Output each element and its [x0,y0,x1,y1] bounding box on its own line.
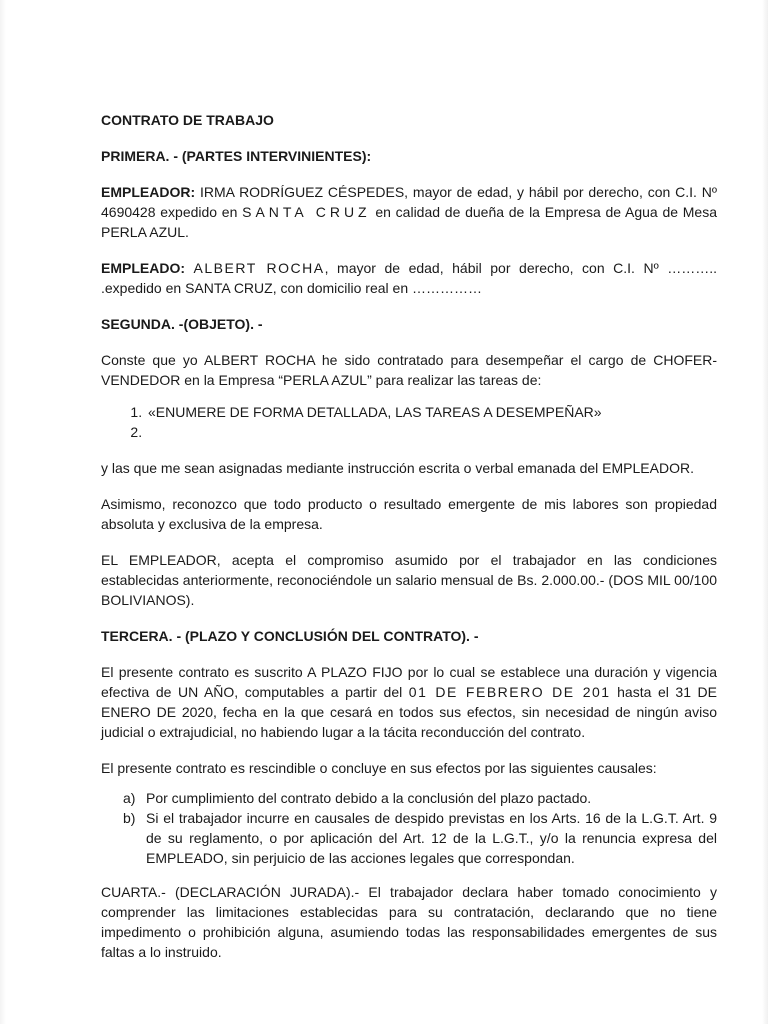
empleado-paragraph [101,258,717,298]
empleado-text-1 [185,260,194,276]
causal-item [123,808,717,868]
empleado-text-2: , mayor de edad, hábil por derecho, con C.I. Nº ……….. .expedido en SANTA CRUZ, con domicilio real en …………… [101,260,718,296]
empleador-text-2: en calidad de dueña de la Empresa de Agua de Mesa PERLA AZUL. [101,204,717,240]
empleador-paragraph [101,182,717,242]
tercera-paragraph-1 [101,662,717,742]
segunda-paragraph-3: EL EMPLEADOR, acepta el compromiso asumido por el trabajador en las condiciones establecidas anteriormente, reconociéndole un salario mensual de Bs. 2.000.00.- (DOS MIL 00/100 BOLIVIANOS). [101,552,717,608]
cuarta-paragraph: CUARTA.- (DECLARACIÓN JURADA).- El trabajador declara haber tomado conocimiento y comprender las limitaciones establecidas para su contratación, declarando que no tiene impedimento o prohibición alguna, asumiendo todas las responsabilidades emergentes de sus faltas a lo instruido. [101,884,717,960]
tasks-list [101,402,717,442]
causal-text: Por cumplimiento del contrato debido a la conclusión del plazo pactado. [146,790,592,806]
causales-list [101,788,717,868]
task-item [146,422,717,442]
segunda-intro: Conste que yo ALBERT ROCHA he sido contratado para desempeñar el cargo de CHOFER-VENDEDOR en la Empresa “PERLA AZUL” para realizar las tareas de: [101,352,717,388]
empleador-city: SANTA CRUZ [242,204,371,220]
start-date: 01 DE FEBRERO DE 201 [408,684,611,700]
segunda-paragraph-1: y las que me sean asignadas mediante instrucción escrita o verbal emanada del EMPLEADOR. [101,460,694,476]
empleado-name: ALBERT ROCHA [193,260,325,276]
tercera-text-1b: hasta el 31 DE ENERO DE 2020, fecha en la que cesará en todos sus efectos, sin necesidad de ningún aviso judicial o extrajudicial, no habiendo lugar a la tácita reconducción del contrato. [101,684,717,740]
causal-text: Si el trabajador incurre en causales de despido previstas en los Arts. 16 de la L.G.T. Art. 9 de su reglamento, o por aplicación del Art. 12 de la L.G.T., y/o la renuncia expresa del EMPLEADO, sin perjuicio de las acciones legales que correspondan. [146,810,717,866]
segunda-paragraph-2: Asimismo, reconozco que todo producto o resultado emergente de mis labores son propiedad absoluta y exclusiva de la empresa. [101,496,717,532]
causal-marker: a) [123,790,136,806]
section-segunda-heading: SEGUNDA. -(OBJETO). - [101,316,263,332]
causal-item [123,788,717,808]
tercera-text-1a: El presente contrato es suscrito A PLAZO FIJO por lo cual se establece una duración y vigencia efectiva de UN AÑO, computables a partir del [101,664,717,700]
section-tercera-heading: TERCERA. - (PLAZO Y CONCLUSIÓN DEL CONTRATO). - [101,628,479,644]
empleador-label: EMPLEADOR: [101,184,196,200]
empleador-text-1: IRMA RODRÍGUEZ CÉSPEDES, mayor de edad, y hábil por derecho, con C.I. Nº 4690428 expedido en [101,184,717,220]
document-title: CONTRATO DE TRABAJO [101,112,274,128]
tercera-paragraph-2: El presente contrato es rescindible o concluye en sus efectos por las siguientes causales: [101,760,657,776]
causal-marker: b) [123,810,136,826]
section-primera-heading: PRIMERA. - (PARTES INTERVINIENTES): [101,148,372,164]
empleado-label: EMPLEADO: [101,260,185,276]
task-item: 1. «ENUMERE DE FORMA DETALLADA, LAS TAREAS A DESEMPEÑAR» [146,402,717,422]
